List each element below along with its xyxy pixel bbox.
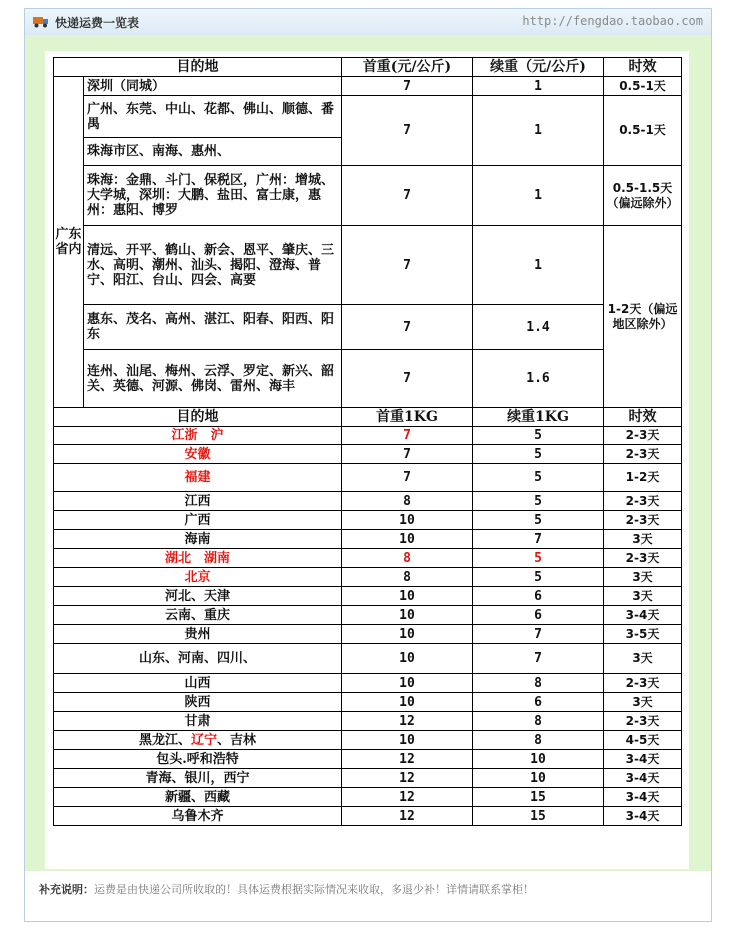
delivery-time: 3天 — [604, 568, 682, 587]
national-rows — [54, 427, 682, 826]
delivery-time: 3-5天 — [604, 625, 682, 644]
delivery-time: 1-2天 — [604, 464, 682, 492]
first-weight-price: 10 — [342, 674, 473, 693]
destination: 清远、开平、鹤山、新会、恩平、肇庆、三水、高明、潮州、汕头、揭阳、澄海、普宁、阳江、台山、四会、高要 — [84, 226, 342, 305]
table-row — [54, 712, 682, 731]
extra-weight-price: 7 — [473, 530, 604, 549]
table-row — [54, 625, 682, 644]
first-weight-price: 10 — [342, 731, 473, 750]
panel-titlebar — [25, 9, 711, 36]
extra-weight-price: 1.4 — [473, 305, 604, 350]
destination: 江西 — [54, 492, 342, 511]
delivery-time: 3-4天 — [604, 606, 682, 625]
destination: 江浙 沪 — [54, 427, 342, 445]
table-row — [54, 464, 682, 492]
first-weight-price: 7 — [342, 305, 473, 350]
panel-content — [25, 35, 711, 871]
table-row — [54, 166, 682, 226]
extra-weight-price: 6 — [473, 606, 604, 625]
extra-weight-price: 10 — [473, 769, 604, 788]
delivery-time: 2-3天 — [604, 549, 682, 568]
first-weight-price: 12 — [342, 807, 473, 826]
region-guangdong: 广东省内 — [54, 77, 84, 408]
first-weight-price: 7 — [342, 96, 473, 166]
destination: 山东、河南、四川、 — [54, 644, 342, 674]
extra-weight-price: 6 — [473, 587, 604, 606]
first-weight-price: 7 — [342, 166, 473, 226]
destination: 珠海：金鼎、斗门、保税区，广州：增城、大学城，深圳：大鹏、盐田、富士康，惠州：惠阳、博罗 — [84, 166, 342, 226]
destination — [54, 731, 342, 750]
freight-table — [53, 57, 682, 826]
delivery-time: 3天 — [604, 530, 682, 549]
destination: 河北、天津 — [54, 587, 342, 606]
extra-weight-price: 5 — [473, 511, 604, 530]
truck-icon — [33, 15, 49, 28]
destination: 广西 — [54, 511, 342, 530]
footer-text-line — [39, 881, 534, 897]
extra-weight-price: 1 — [473, 166, 604, 226]
col-first-weight: 首重(元/公斤) — [342, 58, 473, 77]
table-row — [54, 96, 682, 138]
col-first-weight: 首重1KG — [342, 408, 473, 427]
col-extra-weight: 续重1KG — [473, 408, 604, 427]
table-row — [54, 807, 682, 826]
table-sheet — [45, 51, 689, 869]
table-row — [54, 492, 682, 511]
destination: 海南 — [54, 530, 342, 549]
first-weight-price: 8 — [342, 568, 473, 587]
first-weight-price: 12 — [342, 769, 473, 788]
first-weight-price: 7 — [342, 464, 473, 492]
delivery-time: 3-4天 — [604, 769, 682, 788]
delivery-time: 4-5天 — [604, 731, 682, 750]
extra-weight-price: 5 — [473, 427, 604, 445]
table-row — [54, 530, 682, 549]
destination: 新疆、西藏 — [54, 788, 342, 807]
delivery-time: 3-4天 — [604, 807, 682, 826]
destination: 云南、重庆 — [54, 606, 342, 625]
table-row — [54, 606, 682, 625]
first-weight-price: 10 — [342, 625, 473, 644]
table-row — [54, 731, 682, 750]
extra-weight-price: 7 — [473, 625, 604, 644]
table-row — [54, 788, 682, 807]
table-row — [54, 226, 682, 305]
table-row — [54, 769, 682, 788]
destination: 山西 — [54, 674, 342, 693]
extra-weight-price: 15 — [473, 788, 604, 807]
table-row — [54, 427, 682, 445]
table-row — [54, 511, 682, 530]
footer-message: 运费是由快递公司所收取的！具体运费根据实际情况来收取，多退少补！详情请联系掌柜！ — [94, 883, 534, 896]
delivery-time: 3天 — [604, 644, 682, 674]
extra-weight-price: 1 — [473, 77, 604, 96]
extra-weight-price: 8 — [473, 731, 604, 750]
extra-weight-price: 8 — [473, 712, 604, 731]
destination: 安徽 — [54, 445, 342, 464]
col-destination: 目的地 — [54, 58, 342, 77]
delivery-time: 2-3天 — [604, 427, 682, 445]
delivery-time: 0.5-1天 — [604, 96, 682, 166]
table-row — [54, 693, 682, 712]
destination: 连州、汕尾、梅州、云浮、罗定、新兴、韶关、英德、河源、佛岗、雷州、海丰 — [84, 350, 342, 408]
table-row — [54, 77, 682, 96]
table-row — [54, 350, 682, 408]
destination: 北京 — [54, 568, 342, 587]
delivery-time: 0.5-1.5天（偏远除外） — [604, 166, 682, 226]
extra-weight-price: 7 — [473, 644, 604, 674]
delivery-time: 0.5-1天 — [604, 77, 682, 96]
first-weight-price: 12 — [342, 712, 473, 731]
extra-weight-price: 6 — [473, 693, 604, 712]
destination: 甘肃 — [54, 712, 342, 731]
delivery-time: 2-3天 — [604, 492, 682, 511]
extra-weight-price: 15 — [473, 807, 604, 826]
destination: 深圳（同城） — [84, 77, 342, 96]
delivery-time: 3天 — [604, 587, 682, 606]
destination: 陕西 — [54, 693, 342, 712]
extra-weight-price: 5 — [473, 568, 604, 587]
first-weight-price: 8 — [342, 492, 473, 511]
delivery-time: 2-3天 — [604, 445, 682, 464]
first-weight-price: 10 — [342, 511, 473, 530]
first-weight-price: 10 — [342, 693, 473, 712]
first-weight-price: 10 — [342, 530, 473, 549]
destination: 广州、东莞、中山、花都、佛山、顺德、番禺 — [84, 96, 342, 138]
table-row — [54, 750, 682, 769]
table-row — [54, 644, 682, 674]
panel-title: 快递运费一览表 — [55, 16, 140, 30]
first-weight-price: 7 — [342, 226, 473, 305]
store-url[interactable]: http://fengdao.taobao.com — [522, 14, 703, 28]
national-header-row — [54, 408, 682, 427]
extra-weight-price: 1 — [473, 96, 604, 166]
extra-weight-price: 5 — [473, 464, 604, 492]
first-weight-price: 7 — [342, 427, 473, 445]
first-weight-price: 12 — [342, 788, 473, 807]
table-row — [54, 549, 682, 568]
first-weight-price: 7 — [342, 350, 473, 408]
destination: 福建 — [54, 464, 342, 492]
delivery-time: 2-3天 — [604, 712, 682, 731]
first-weight-price: 8 — [342, 549, 473, 568]
extra-weight-price: 5 — [473, 549, 604, 568]
destination-part: 、吉林 — [217, 732, 257, 748]
first-weight-price: 10 — [342, 587, 473, 606]
footer-note — [25, 871, 711, 921]
delivery-time: 3-4天 — [604, 788, 682, 807]
col-extra-weight: 续重（元/公斤) — [473, 58, 604, 77]
guangdong-header-row — [54, 58, 682, 77]
extra-weight-price: 5 — [473, 445, 604, 464]
table-row — [54, 445, 682, 464]
destination: 包头.呼和浩特 — [54, 750, 342, 769]
destination: 湖北 湖南 — [54, 549, 342, 568]
freight-panel — [24, 8, 712, 922]
col-delivery-time: 时效 — [604, 58, 682, 77]
delivery-time: 3-4天 — [604, 750, 682, 769]
first-weight-price: 12 — [342, 750, 473, 769]
extra-weight-price: 10 — [473, 750, 604, 769]
destination: 乌鲁木齐 — [54, 807, 342, 826]
destination: 青海、银川，西宁 — [54, 769, 342, 788]
destination-part: 黑龙江、 — [138, 732, 191, 748]
first-weight-price: 7 — [342, 77, 473, 96]
destination: 贵州 — [54, 625, 342, 644]
first-weight-price: 10 — [342, 606, 473, 625]
extra-weight-price: 8 — [473, 674, 604, 693]
col-delivery-time: 时效 — [604, 408, 682, 427]
destination: 惠东、茂名、高州、湛江、阳春、阳西、阳东 — [84, 305, 342, 350]
delivery-time: 3天 — [604, 693, 682, 712]
delivery-time: 2-3天 — [604, 511, 682, 530]
destination: 珠海市区、南海、惠州、 — [84, 138, 342, 166]
table-row — [54, 568, 682, 587]
table-row — [54, 674, 682, 693]
delivery-time: 1-2天（偏远地区除外） — [604, 226, 682, 408]
table-row — [54, 305, 682, 350]
extra-weight-price: 5 — [473, 492, 604, 511]
delivery-time: 2-3天 — [604, 674, 682, 693]
footer-label: 补充说明： — [39, 883, 94, 896]
destination-part: 辽宁 — [190, 732, 217, 748]
first-weight-price: 7 — [342, 445, 473, 464]
col-destination: 目的地 — [54, 408, 342, 427]
extra-weight-price: 1 — [473, 226, 604, 305]
table-row — [54, 587, 682, 606]
first-weight-price: 10 — [342, 644, 473, 674]
extra-weight-price: 1.6 — [473, 350, 604, 408]
